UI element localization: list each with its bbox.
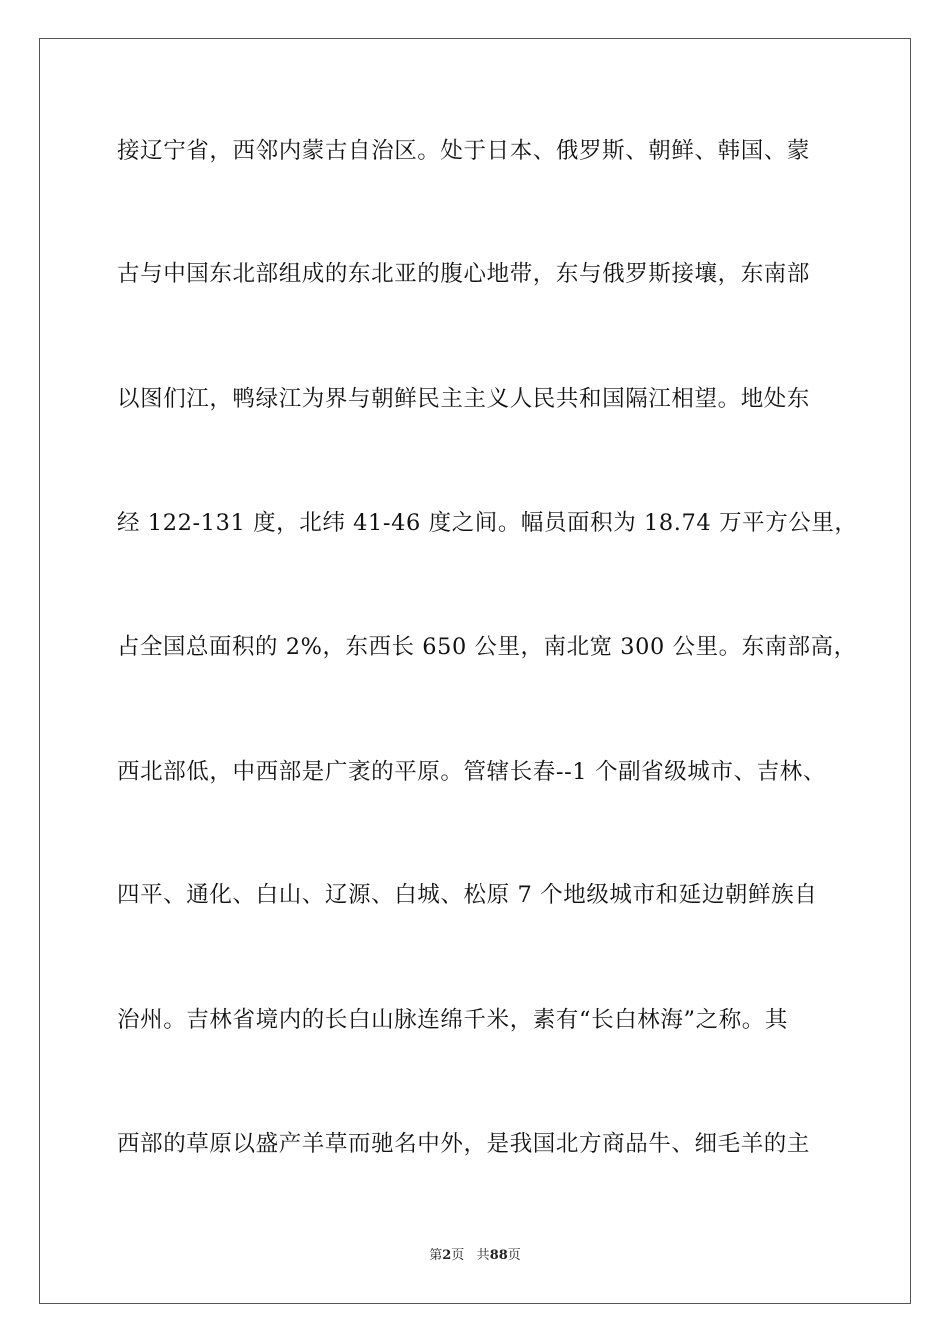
text-line-4: 经 122-131 度，北纬 41-46 度之间。幅员面积为 18.74 万平方公里， (117, 510, 858, 536)
text-line-7: 四平、通化、白山、辽源、白城、松原 7 个地级城市和延边朝鲜族自 (117, 882, 818, 908)
text-line-6: 西北部低，中西部是广袤的平原。管辖长春--1 个副省级城市、吉林、 (117, 759, 826, 785)
total-prefix: 共 (476, 1248, 490, 1263)
text-line-9: 西部的草原以盛产羊草而驰名中外，是我国北方商品牛、细毛羊的主 (117, 1131, 811, 1157)
text-line-1: 接辽宁省，西邻内蒙古自治区。处于日本、俄罗斯、朝鲜、韩国、蒙 (117, 138, 811, 164)
text-line-2: 古与中国东北部组成的东北亚的腹心地带，东与俄罗斯接壤，东南部 (117, 261, 811, 287)
total-suffix: 页 (507, 1248, 521, 1263)
text-line-8: 治州。吉林省境内的长白山脉连绵千米，素有“长白林海”之称。其 (117, 1007, 789, 1033)
page-number: 2 (442, 1248, 452, 1263)
page-border (39, 38, 911, 1304)
page-suffix: 页 (451, 1248, 465, 1263)
page-footer (0, 1247, 950, 1265)
page-prefix: 第 (429, 1248, 443, 1263)
text-line-5: 占全国总面积的 2%，东西长 650 公里，南北宽 300 公里。东南部高， (117, 634, 857, 660)
text-line-3: 以图们江，鸭绿江为界与朝鲜民主主义人民共和国隔江相望。地处东 (117, 386, 811, 412)
total-pages: 88 (489, 1248, 508, 1263)
